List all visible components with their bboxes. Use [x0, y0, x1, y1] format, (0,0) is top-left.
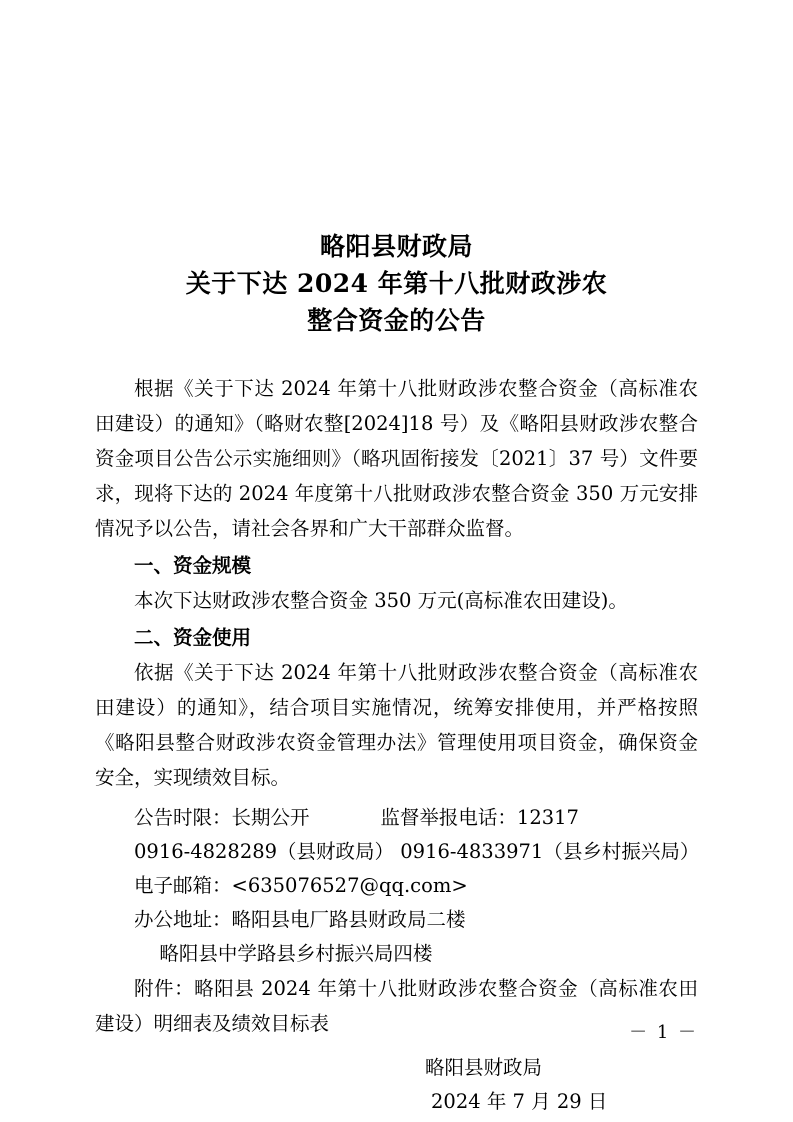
signature-date: 2024 年 7 月 29 日 — [431, 1090, 608, 1113]
section-one-body: 本次下达财政涉农整合资金 350 万元(高标准农田建设)。 — [134, 589, 628, 612]
title-line-1: 略阳县财政局 — [319, 232, 473, 261]
office-address-line: 办公地址：略阳县电厂路县财政局二楼 — [134, 908, 466, 931]
report-phone-label: 监督举报电话：12317 — [380, 806, 579, 829]
intro-paragraph: 根据《关于下达 2024 年第十八批财政涉农整合资金（高标准农田建设）的通知》（略财农整[2024]18 号）及《略阳县财政涉农整合资金项目公告公示实施细则》（略巩固衔接发〔2021〕37 号）文件要求，现将下达的 2024 年度第十八批财政涉农整合资金 350 万元安排情况予以公告，请社会各界和广大干部群众监督。 — [95, 377, 698, 540]
document-body — [95, 371, 698, 1119]
section-one-heading: 一、资金规模 — [134, 554, 252, 577]
page-number: － 1 － — [629, 1022, 698, 1043]
attachment-paragraph: 附件：略阳县 2024 年第十八批财政涉农整合资金（高标准农田建设）明细表及绩效目标表 — [95, 977, 698, 1035]
contact-block — [95, 801, 698, 971]
office-address-second-line: 略阳县中学路县乡村振兴局四楼 — [159, 942, 433, 965]
section-two-heading: 二、资金使用 — [134, 626, 252, 649]
signature-block — [95, 1051, 698, 1119]
title-line-3: 整合资金的公告 — [307, 306, 486, 335]
document-title — [95, 0, 698, 339]
title-line-2: 关于下达 2024 年第十八批财政涉农 — [185, 269, 608, 298]
phones-line: 0916-4828289（县财政局） 0916-4833971（县乡村振兴局） — [134, 840, 700, 863]
publicity-label: 公告时限：长期公开 — [134, 806, 310, 829]
publicity-line — [95, 801, 698, 835]
section-two-body: 依据《关于下达 2024 年第十八批财政涉农整合资金（高标准农田建设）的通知》，结合项目实施情况，统筹安排使用，并严格按照《略阳县整合财政涉农资金管理办法》管理使用项目资金，确保资金安全，实现绩效目标。 — [95, 661, 698, 789]
signature-issuer: 略阳县财政局 — [425, 1056, 543, 1079]
email-line: 电子邮箱：<635076527@qq.com> — [134, 874, 468, 897]
